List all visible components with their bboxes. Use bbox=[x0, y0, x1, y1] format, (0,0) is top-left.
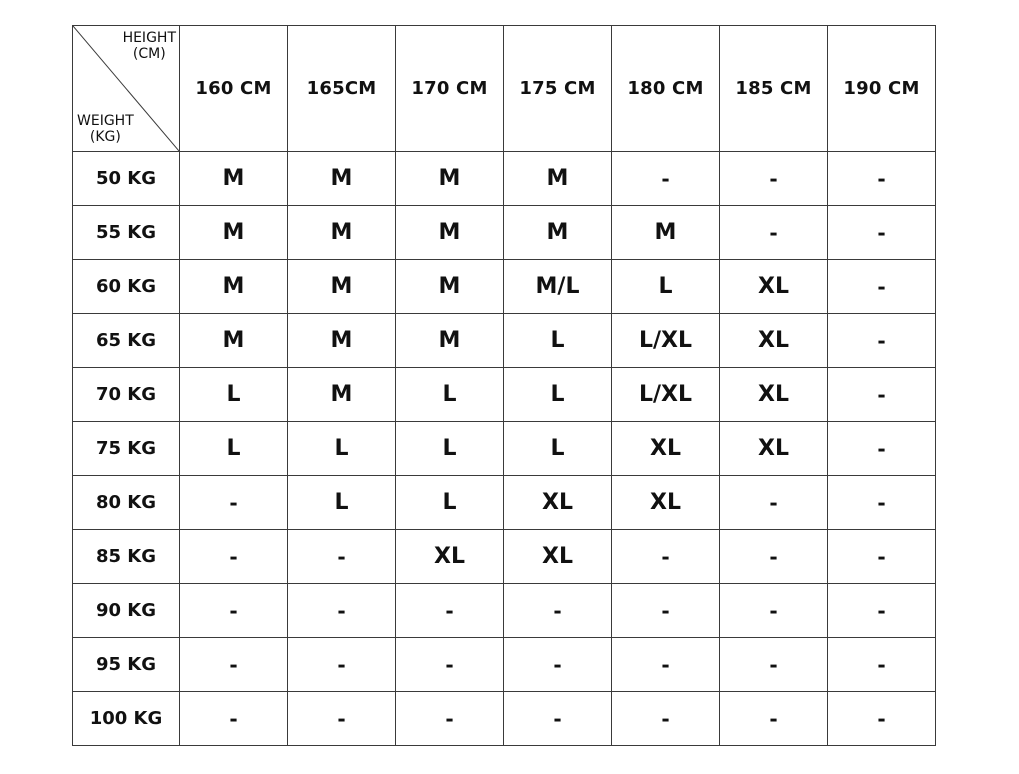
column-header-height: 175 CM bbox=[504, 26, 612, 152]
row-header-weight: 70 KG bbox=[73, 368, 180, 422]
size-cell: M bbox=[180, 314, 288, 368]
size-cell: - bbox=[504, 584, 612, 638]
size-cell: - bbox=[396, 638, 504, 692]
size-cell: - bbox=[828, 314, 936, 368]
size-cell: M bbox=[180, 206, 288, 260]
row-header-weight: 100 KG bbox=[73, 692, 180, 746]
table-row bbox=[73, 476, 936, 530]
height-unit: (CM) bbox=[132, 46, 166, 62]
size-cell: M bbox=[288, 152, 396, 206]
size-cell: L/XL bbox=[612, 368, 720, 422]
row-header-weight: 85 KG bbox=[73, 530, 180, 584]
size-cell: - bbox=[288, 584, 396, 638]
size-cell: L bbox=[504, 422, 612, 476]
table-row bbox=[73, 638, 936, 692]
row-header-weight: 60 KG bbox=[73, 260, 180, 314]
size-cell: L bbox=[288, 422, 396, 476]
size-cell: - bbox=[612, 584, 720, 638]
size-cell: M bbox=[180, 152, 288, 206]
size-cell: M bbox=[288, 368, 396, 422]
height-axis-label bbox=[123, 30, 176, 62]
size-cell: - bbox=[828, 476, 936, 530]
size-cell: - bbox=[612, 152, 720, 206]
corner-cell bbox=[73, 26, 180, 152]
size-cell: L bbox=[396, 422, 504, 476]
size-cell: - bbox=[288, 530, 396, 584]
size-cell: M bbox=[396, 260, 504, 314]
size-cell: - bbox=[180, 476, 288, 530]
size-cell: M bbox=[396, 152, 504, 206]
size-cell: - bbox=[720, 692, 828, 746]
size-cell: - bbox=[612, 530, 720, 584]
size-cell: M bbox=[288, 260, 396, 314]
weight-unit: (KG) bbox=[89, 129, 121, 145]
size-cell: M bbox=[288, 314, 396, 368]
column-header-height: 190 CM bbox=[828, 26, 936, 152]
size-cell: L/XL bbox=[612, 314, 720, 368]
size-cell: - bbox=[720, 584, 828, 638]
size-cell: - bbox=[720, 476, 828, 530]
table-row bbox=[73, 152, 936, 206]
size-cell: M bbox=[180, 260, 288, 314]
size-cell: - bbox=[396, 584, 504, 638]
row-header-weight: 80 KG bbox=[73, 476, 180, 530]
table-row bbox=[73, 530, 936, 584]
size-cell: - bbox=[612, 638, 720, 692]
size-cell: XL bbox=[720, 368, 828, 422]
row-header-weight: 90 KG bbox=[73, 584, 180, 638]
size-cell: - bbox=[828, 152, 936, 206]
size-cell: L bbox=[396, 368, 504, 422]
weight-axis-label bbox=[77, 113, 134, 145]
row-header-weight: 75 KG bbox=[73, 422, 180, 476]
size-cell: - bbox=[180, 692, 288, 746]
size-cell: M bbox=[612, 206, 720, 260]
column-header-height: 170 CM bbox=[396, 26, 504, 152]
size-cell: - bbox=[504, 638, 612, 692]
size-cell: - bbox=[828, 422, 936, 476]
size-cell: - bbox=[720, 152, 828, 206]
size-cell: XL bbox=[504, 476, 612, 530]
size-cell: - bbox=[828, 206, 936, 260]
size-cell: M bbox=[396, 206, 504, 260]
size-cell: - bbox=[828, 692, 936, 746]
size-cell: L bbox=[504, 314, 612, 368]
size-cell: - bbox=[612, 692, 720, 746]
size-cell: L bbox=[180, 368, 288, 422]
row-header-weight: 65 KG bbox=[73, 314, 180, 368]
size-cell: - bbox=[396, 692, 504, 746]
size-cell: XL bbox=[396, 530, 504, 584]
size-cell: - bbox=[504, 692, 612, 746]
size-cell: - bbox=[180, 638, 288, 692]
size-cell: XL bbox=[504, 530, 612, 584]
size-cell: L bbox=[612, 260, 720, 314]
size-cell: XL bbox=[720, 422, 828, 476]
size-cell: - bbox=[828, 530, 936, 584]
size-chart-table bbox=[72, 25, 936, 746]
table-row bbox=[73, 206, 936, 260]
row-header-weight: 50 KG bbox=[73, 152, 180, 206]
size-cell: - bbox=[828, 260, 936, 314]
size-cell: M bbox=[504, 152, 612, 206]
size-cell: L bbox=[396, 476, 504, 530]
row-header-weight: 55 KG bbox=[73, 206, 180, 260]
size-cell: - bbox=[720, 206, 828, 260]
table-row bbox=[73, 368, 936, 422]
table-row bbox=[73, 260, 936, 314]
column-header-height: 165CM bbox=[288, 26, 396, 152]
size-cell: - bbox=[828, 584, 936, 638]
row-header-weight: 95 KG bbox=[73, 638, 180, 692]
size-cell: M bbox=[288, 206, 396, 260]
column-header-height: 180 CM bbox=[612, 26, 720, 152]
chart-body bbox=[73, 152, 936, 746]
table-row bbox=[73, 422, 936, 476]
size-cell: XL bbox=[612, 476, 720, 530]
header-row bbox=[73, 26, 936, 152]
size-cell: - bbox=[828, 368, 936, 422]
size-cell: - bbox=[828, 638, 936, 692]
size-cell: L bbox=[288, 476, 396, 530]
size-cell: - bbox=[288, 638, 396, 692]
size-cell: XL bbox=[720, 314, 828, 368]
size-cell: M/L bbox=[504, 260, 612, 314]
table-row bbox=[73, 584, 936, 638]
size-cell: - bbox=[180, 530, 288, 584]
size-cell: - bbox=[288, 692, 396, 746]
column-header-height: 185 CM bbox=[720, 26, 828, 152]
column-header-height: 160 CM bbox=[180, 26, 288, 152]
table-row bbox=[73, 692, 936, 746]
size-cell: - bbox=[720, 530, 828, 584]
size-cell: - bbox=[720, 638, 828, 692]
size-cell: XL bbox=[612, 422, 720, 476]
height-label: HEIGHT bbox=[122, 30, 176, 46]
size-cell: L bbox=[504, 368, 612, 422]
size-cell: L bbox=[180, 422, 288, 476]
table-row bbox=[73, 314, 936, 368]
weight-label: WEIGHT bbox=[77, 113, 134, 129]
size-cell: XL bbox=[720, 260, 828, 314]
size-cell: - bbox=[180, 584, 288, 638]
size-cell: M bbox=[504, 206, 612, 260]
size-cell: M bbox=[396, 314, 504, 368]
